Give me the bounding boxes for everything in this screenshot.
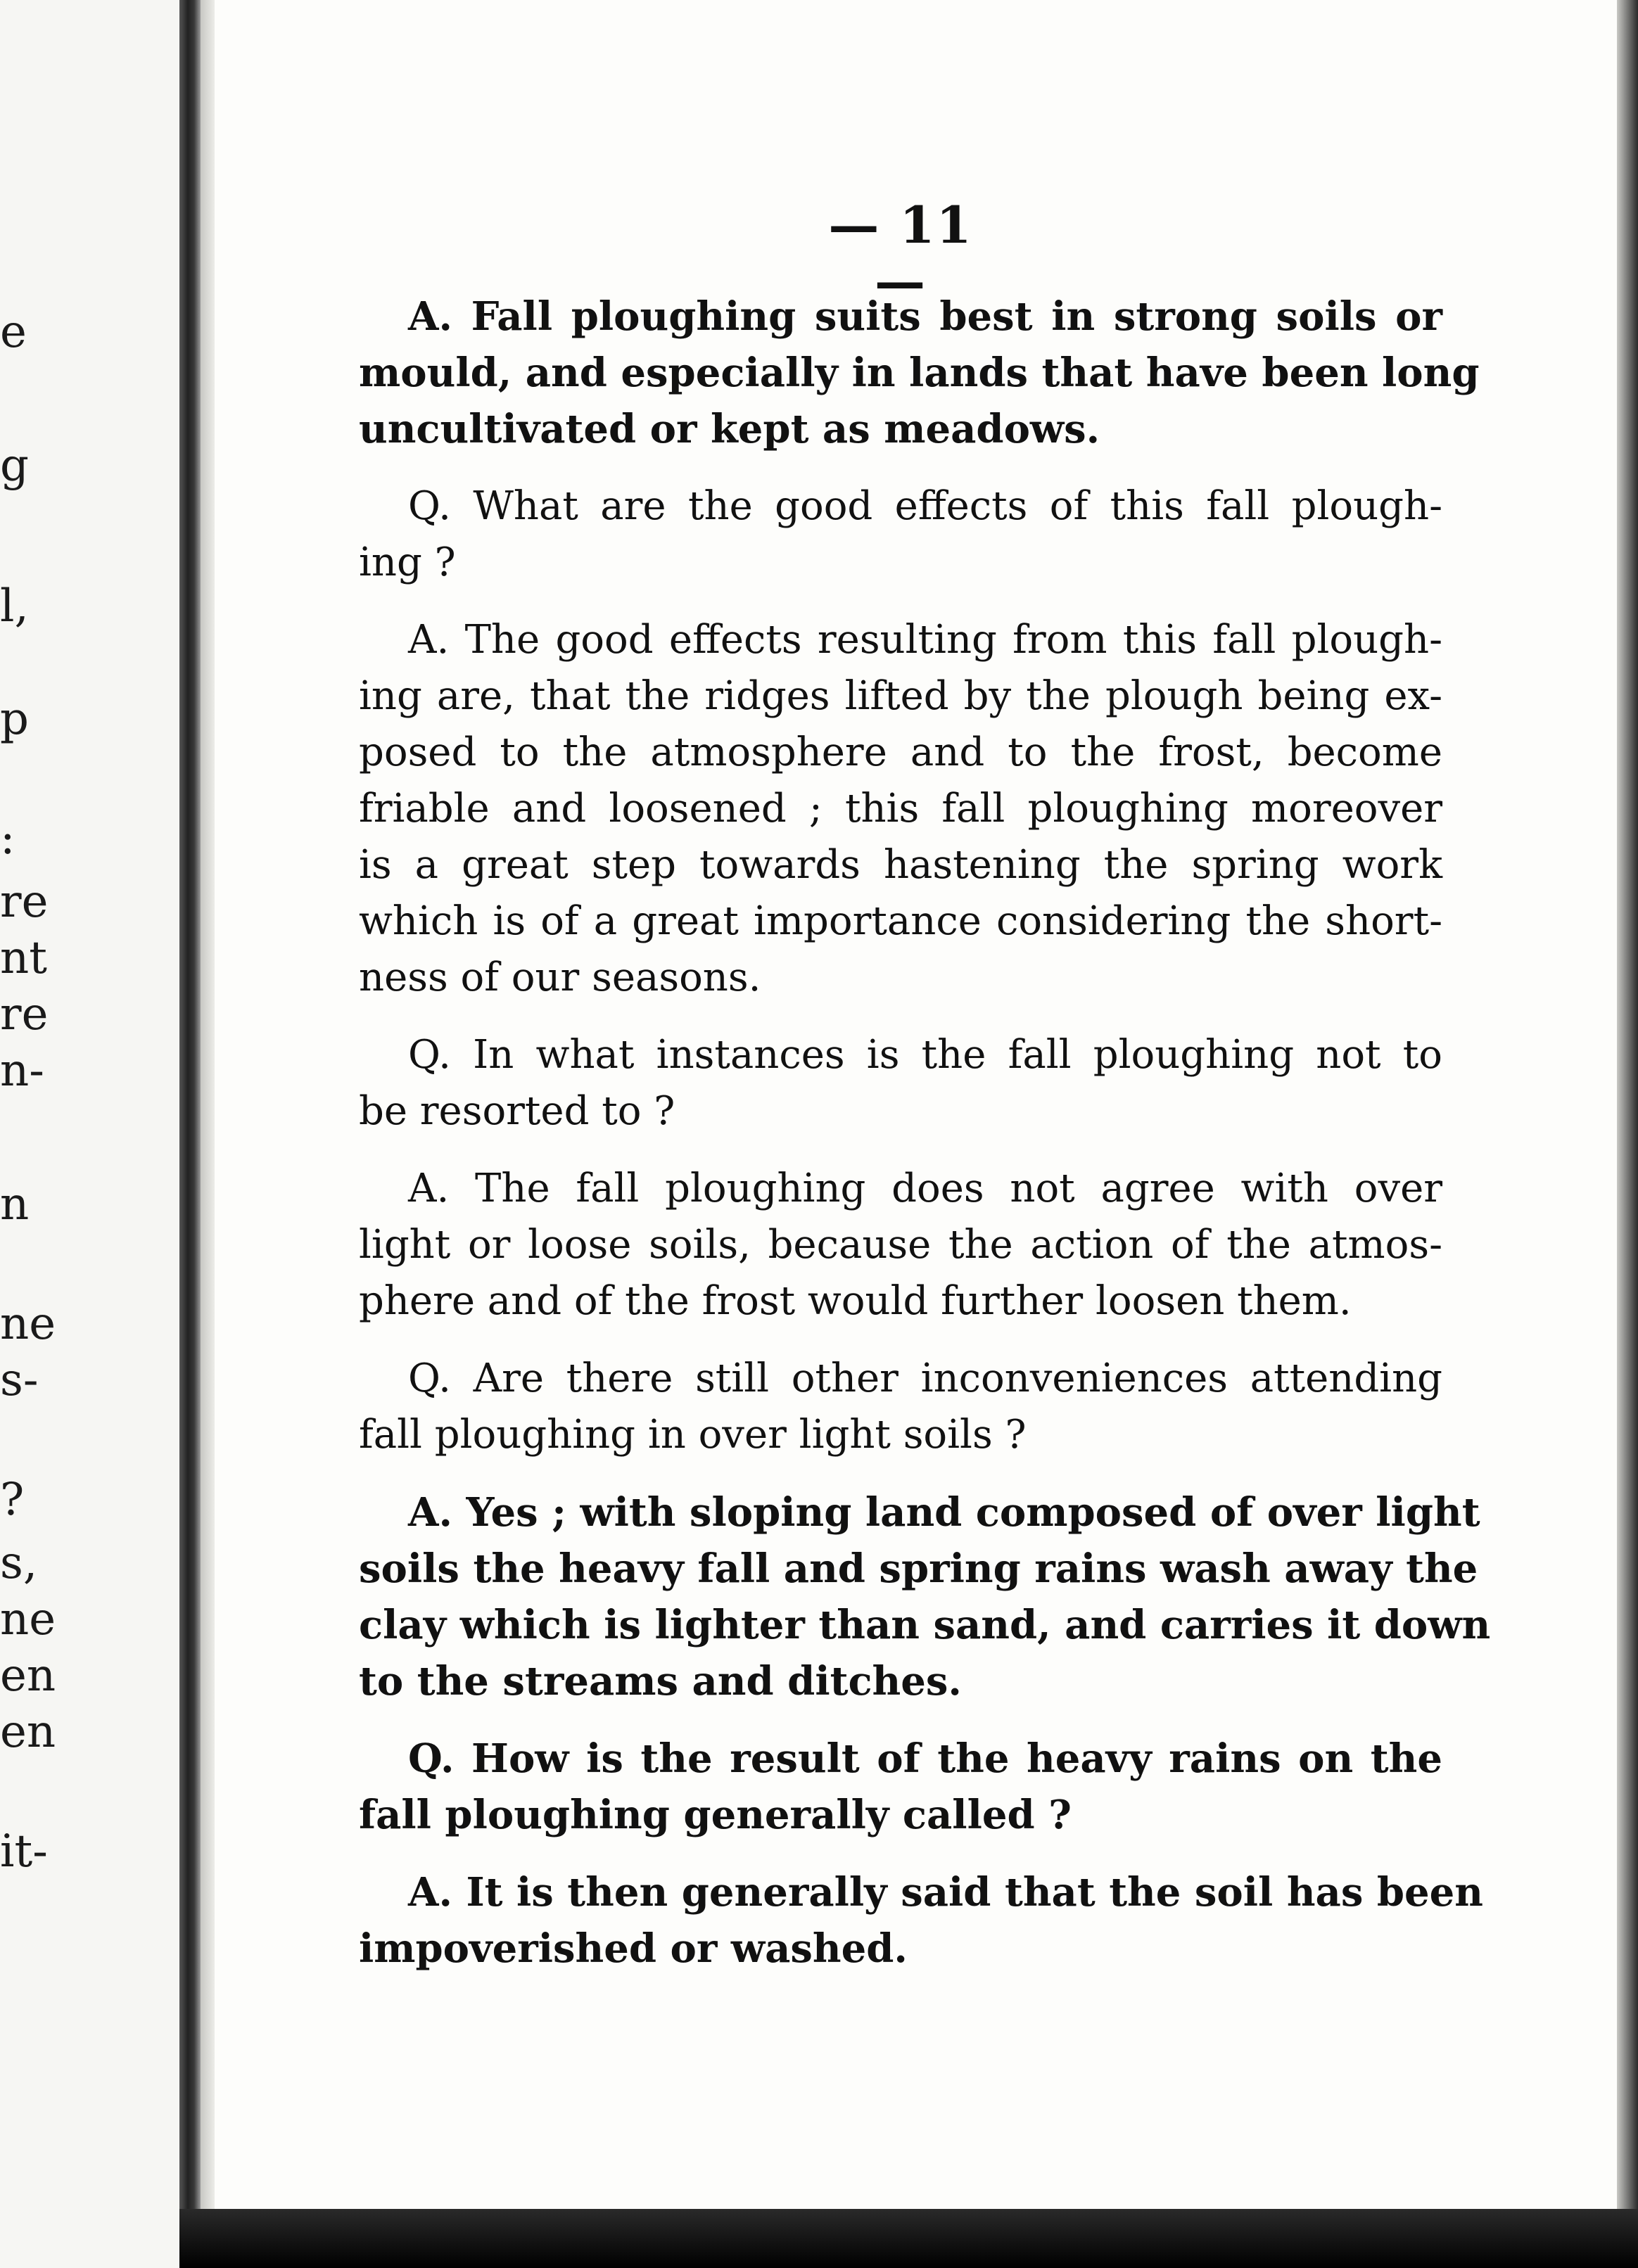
text-line: Q. What are the good effects of this fall plough- — [408, 483, 1442, 529]
left-page-fragment: ne — [0, 1298, 56, 1350]
text-line: impoverished or washed. — [359, 1925, 908, 1972]
page-number: — 11 — — [828, 195, 973, 311]
text-line: A. The good effects resulting from this fall plough- — [408, 617, 1442, 663]
qa-paragraph — [359, 1484, 1491, 1709]
text-line: A. The fall ploughing does not agree with over — [408, 1166, 1442, 1211]
left-page-fragment: : — [0, 813, 15, 865]
text-line: phere and of the frost would further loosen them. — [359, 1278, 1352, 1324]
text-line: Q. Are there still other inconveniences attending — [408, 1356, 1442, 1401]
text-line: soils the heavy fall and spring rains wash away the — [359, 1546, 1478, 1592]
left-page-fragment: g — [0, 440, 29, 492]
left-page-fragment: n — [0, 1178, 30, 1230]
text-line: fall ploughing in over light soils ? — [359, 1412, 1027, 1458]
qa-paragraph — [359, 1864, 1483, 1977]
text-line: is a great step towards hastening the spring work — [359, 842, 1442, 888]
text-line: be resorted to ? — [359, 1088, 675, 1134]
page-bottom-edge-shadow — [179, 2209, 1638, 2268]
qa-paragraph — [359, 288, 1480, 457]
left-page-fragment: re — [0, 876, 49, 928]
left-page-fragment: en — [0, 1650, 56, 1702]
text-line: Q. In what instances is the fall ploughing not to — [408, 1032, 1442, 1078]
text-line: uncultivated or kept as meadows. — [359, 406, 1100, 452]
book-binding-shadow — [179, 0, 201, 2268]
text-line: ing are, that the ridges lifted by the plough being ex- — [359, 673, 1442, 719]
left-page-fragment: nt — [0, 932, 47, 984]
left-page-fragment: en — [0, 1706, 56, 1758]
text-line: mould, and especially in lands that have been long — [359, 350, 1480, 396]
book-binding-edge — [201, 0, 215, 2268]
page-right-edge-shadow — [1617, 0, 1638, 2268]
left-page-fragment: l, — [0, 580, 29, 632]
qa-paragraph — [359, 1161, 1442, 1330]
qa-paragraph — [359, 1731, 1442, 1843]
text-line: to the streams and ditches. — [359, 1658, 962, 1705]
left-facing-page — [0, 0, 179, 2268]
qa-paragraph — [359, 478, 1442, 591]
left-page-fragment: s, — [0, 1537, 38, 1589]
text-line: clay which is lighter than sand, and carries it down — [359, 1602, 1491, 1648]
qa-paragraph — [359, 612, 1442, 1006]
left-page-fragment: re — [0, 988, 49, 1040]
left-page-fragment: p — [0, 693, 29, 745]
page-body-text — [359, 288, 1491, 1998]
left-page-fragment: ? — [0, 1474, 25, 1526]
text-line: friable and loosened ; this fall ploughing moreover — [359, 786, 1442, 832]
left-page-fragment: it- — [0, 1826, 48, 1878]
text-line: fall ploughing generally called ? — [359, 1792, 1072, 1838]
qa-paragraph — [359, 1027, 1442, 1140]
text-line: ness of our seasons. — [359, 955, 761, 1000]
left-page-fragment: n- — [0, 1045, 44, 1097]
text-line: which is of a great importance considering the short- — [359, 898, 1442, 944]
text-line: light or loose soils, because the action of the atmos- — [359, 1222, 1442, 1268]
text-line: A. Fall ploughing suits best in strong soils or — [408, 293, 1442, 340]
left-page-fragment: e — [0, 306, 27, 358]
left-page-fragment: ne — [0, 1593, 56, 1645]
text-line: A. Yes ; with sloping land composed of over light — [408, 1489, 1480, 1536]
text-line: posed to the atmosphere and to the frost, become — [359, 730, 1442, 775]
text-line: A. It is then generally said that the soil has been — [408, 1869, 1483, 1916]
left-page-fragment: s- — [0, 1354, 39, 1406]
text-line: Q. How is the result of the heavy rains on the — [408, 1735, 1442, 1782]
qa-paragraph — [359, 1351, 1442, 1463]
text-line: ing ? — [359, 540, 456, 585]
